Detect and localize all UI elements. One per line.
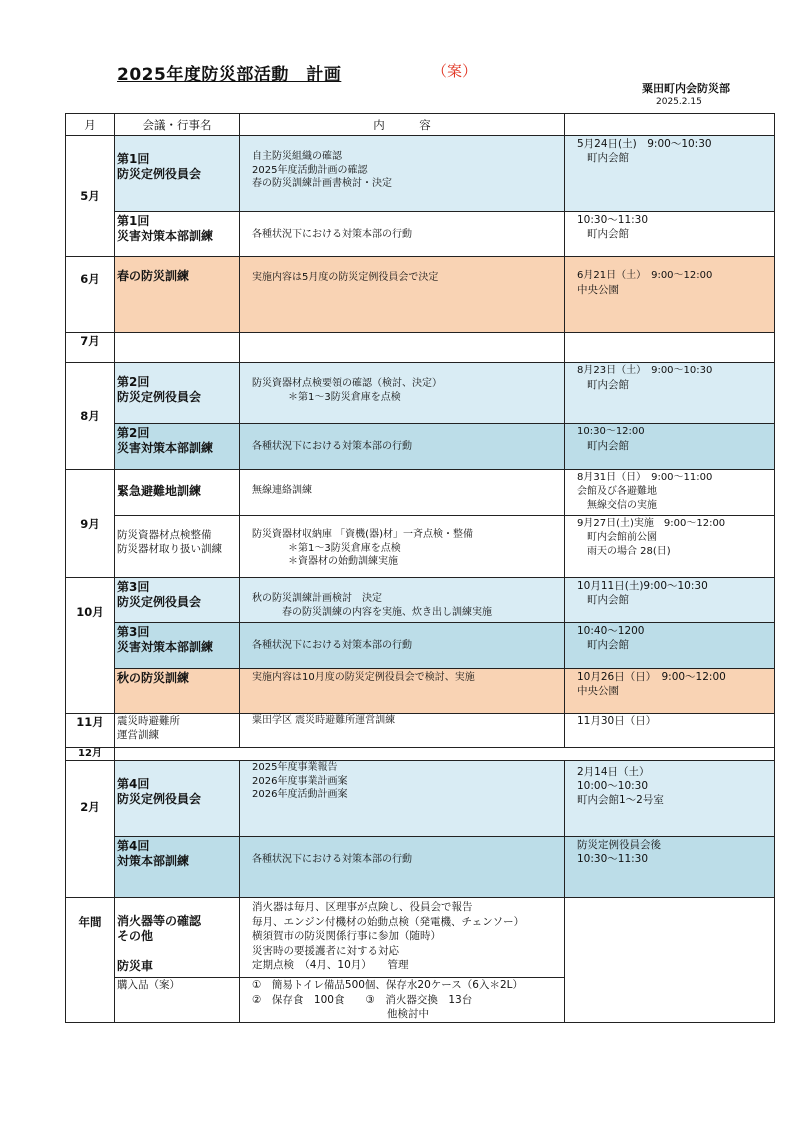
content-cell: 無線連絡訓練 (240, 470, 565, 516)
schedule-cell: 8月31日（日） 9:00～11:00 会館及び各避難地 無線交信の実施 (565, 470, 775, 516)
month-cell: 2月 (66, 761, 115, 898)
schedule-cell: 5月24日(土) 9:00～10:30 町内会館 (565, 136, 775, 212)
table-row (66, 623, 775, 669)
schedule-cell: 防災定例役員会後 10:30～11:30 (565, 837, 775, 898)
event-cell: 第3回 防災定例役員会 (115, 578, 240, 623)
month-cell: 6月 (66, 257, 115, 333)
content-cell: 各種状況下における対策本部の行動 (240, 837, 565, 898)
table-row (66, 333, 775, 363)
month-cell: 7月 (66, 333, 115, 363)
table-row (66, 212, 775, 257)
event-cell: 購入品（案） (115, 978, 240, 1023)
event-cell: 第2回 防災定例役員会 (115, 363, 240, 424)
page-title: 2025年度防災部活動 計画 (117, 65, 342, 85)
empty-cell (115, 748, 775, 761)
event-cell: 春の防災訓練 (115, 257, 240, 333)
organization-name: 粟田町内会防災部 (642, 82, 730, 95)
content-cell: 各種状況下における対策本部の行動 (240, 623, 565, 669)
event-cell: 消火器等の確認 その他 防災車 (115, 898, 240, 978)
schedule-cell: 10:40～1200 町内会館 (565, 623, 775, 669)
header-schedule (565, 114, 775, 136)
content-cell: 実施内容は10月度の防災定例役員会で検討、実施 (240, 669, 565, 714)
event-cell: 第4回 防災定例役員会 (115, 761, 240, 837)
content-cell: 防災資器材収納庫 「資機(器)材」一斉点検・整備 ＊第1～3防災倉庫を点検 ＊資器材の始動訓練実施 (240, 516, 565, 578)
month-cell: 9月 (66, 470, 115, 578)
content-cell: 防災資器材点検要領の確認（検討、決定） ＊第1～3防災倉庫を点検 (240, 363, 565, 424)
schedule-cell: 8月23日（土） 9:00～10:30 町内会館 (565, 363, 775, 424)
content-cell: 各種状況下における対策本部の行動 (240, 212, 565, 257)
table-row (66, 363, 775, 424)
month-cell: 11月 (66, 714, 115, 748)
table-row (66, 470, 775, 516)
draft-mark: （案） (432, 62, 478, 80)
schedule-cell: 2月14日（土） 10:00～10:30 町内会館1～2号室 (565, 761, 775, 837)
content-cell: 各種状況下における対策本部の行動 (240, 424, 565, 470)
month-cell: 12月 (66, 748, 115, 761)
content-cell: 実施内容は5月度の防災定例役員会で決定 (240, 257, 565, 333)
event-cell: 緊急避難地訓練 (115, 470, 240, 516)
schedule-cell: 10月26日（日） 9:00～12:00 中央公園 (565, 669, 775, 714)
schedule-cell: 9月27日(土)実施 9:00～12:00 町内会館前公園 雨天の場合 28(日) (565, 516, 775, 578)
table-row (66, 516, 775, 578)
table-row (66, 761, 775, 837)
schedule-cell: 10:30～11:30 町内会館 (565, 212, 775, 257)
month-cell: 年間 (66, 898, 115, 1023)
table-row (66, 424, 775, 470)
table-row (66, 837, 775, 898)
event-cell: 秋の防災訓練 (115, 669, 240, 714)
content-cell: 自主防災組織の確認 2025年度活動計画の確認 春の防災訓練計画書検討・決定 (240, 136, 565, 212)
schedule-cell: 10月11日(土)9:00～10:30 町内会館 (565, 578, 775, 623)
table-header-row (66, 114, 775, 136)
table-row (66, 714, 775, 748)
table-row (66, 748, 775, 761)
schedule-cell (565, 333, 775, 363)
table-row (66, 898, 775, 978)
content-cell: 2025年度事業報告 2026年度事業計画案 2026年度活動計画案 (240, 761, 565, 837)
content-cell: ① 簡易トイレ備品500個、保存水20ケース（6入＊2L） ② 保存食 100食 ③ 消火器交換 13台 他検討中 (240, 978, 565, 1023)
content-cell: 秋の防災訓練計画検討 決定 春の防災訓練の内容を実施、炊き出し訓練実施 (240, 578, 565, 623)
event-cell: 第2回 災害対策本部訓練 (115, 424, 240, 470)
month-cell: 10月 (66, 578, 115, 714)
event-cell: 防災資器材点検整備 防災器材取り扱い訓練 (115, 516, 240, 578)
event-cell: 第1回 防災定例役員会 (115, 136, 240, 212)
content-cell: 粟田学区 震災時避難所運営訓練 (240, 714, 565, 748)
schedule-cell: 10:30～12:00 町内会館 (565, 424, 775, 470)
table-row (66, 578, 775, 623)
event-cell: 第3回 災害対策本部訓練 (115, 623, 240, 669)
header-event: 会議・行事名 (115, 114, 240, 136)
content-cell: 消火器は毎月、区理事が点険し、役員会で報告 毎月、エンジン付機材の始動点検（発電機、チェンソー） 横須賀市の防災関係行事に参加（随時） 災害時の要援護者に対する対応 定期点検 （4月、10月） 管理 (240, 898, 565, 978)
table-row (66, 669, 775, 714)
content-cell (240, 333, 565, 363)
document-date: 2025.2.15 (656, 97, 702, 107)
table-row (66, 136, 775, 212)
activity-plan-table (65, 113, 775, 1023)
month-cell: 5月 (66, 136, 115, 257)
schedule-cell: 11月30日（日） (565, 714, 775, 748)
event-cell: 第1回 災害対策本部訓練 (115, 212, 240, 257)
table-row (66, 257, 775, 333)
header-content: 内 容 (240, 114, 565, 136)
event-cell: 第4回 対策本部訓練 (115, 837, 240, 898)
event-cell (115, 333, 240, 363)
header-month: 月 (66, 114, 115, 136)
month-cell: 8月 (66, 363, 115, 470)
event-cell: 震災時避難所 運営訓練 (115, 714, 240, 748)
schedule-cell: 6月21日（土） 9:00～12:00 中央公園 (565, 257, 775, 333)
schedule-cell (565, 898, 775, 1023)
